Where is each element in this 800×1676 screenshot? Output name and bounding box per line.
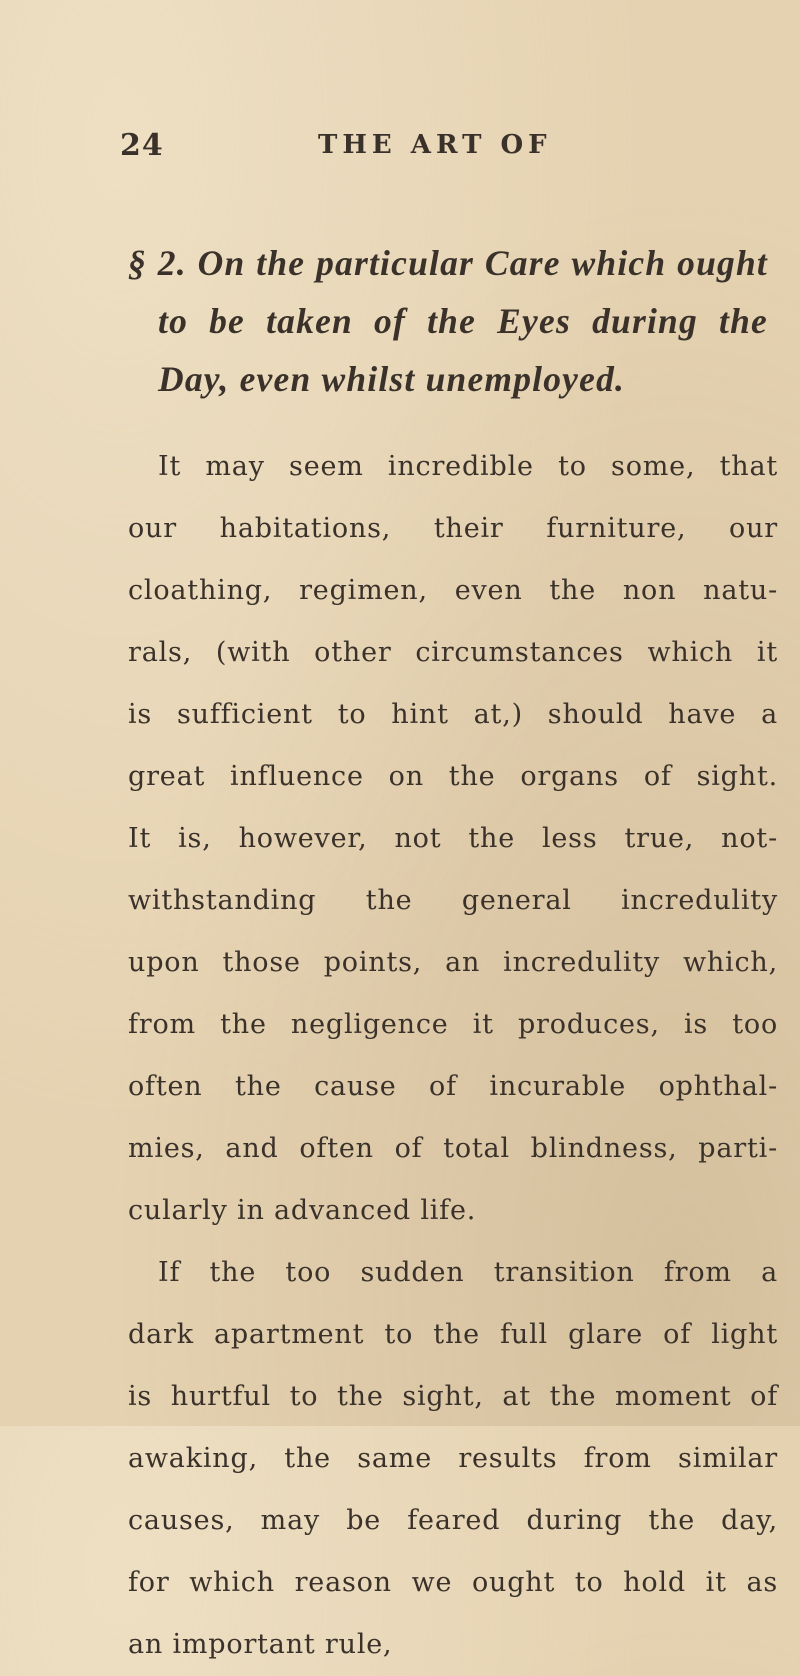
- text-line: an important rule,: [128, 1629, 393, 1660]
- text-line: dark apartment to the full glare of light: [128, 1319, 778, 1350]
- text-line: is sufficient to hint at,) should have a: [128, 699, 778, 730]
- text-line: is hurtful to the sight, at the moment of: [128, 1381, 778, 1412]
- text-line: upon those points, an incredulity which,: [128, 947, 778, 978]
- running-head: [120, 128, 760, 168]
- text-line: withstanding the general incredulity: [128, 885, 778, 916]
- running-title: THE ART OF: [318, 130, 552, 160]
- text-line: causes, may be feared during the day,: [128, 1505, 778, 1536]
- body-text: [128, 436, 778, 1676]
- text-line: awaking, the same results from similar: [128, 1443, 778, 1474]
- text-line: our habitations, their furniture, our: [128, 513, 778, 544]
- heading-line: to be taken of the Eyes during the: [158, 301, 768, 341]
- text-line: for which reason we ought to hold it as: [128, 1567, 778, 1598]
- text-line: It may seem incredible to some, that: [158, 451, 778, 482]
- heading-line: Day, even whilst unemployed.: [158, 359, 626, 399]
- text-line: If the too sudden transition from a: [158, 1257, 778, 1288]
- page-number: 24: [120, 128, 164, 163]
- text-line: from the negligence it produces, is too: [128, 1009, 778, 1040]
- text-line: rals, (with other circumstances which it: [128, 637, 778, 668]
- section-heading: [128, 234, 768, 408]
- text-line: often the cause of incurable ophthal-: [128, 1071, 778, 1102]
- text-line: cloathing, regimen, even the non natu-: [128, 575, 778, 606]
- heading-line: § 2. On the particular Care which ought: [128, 243, 768, 283]
- text-line: mies, and often of total blindness, parti-: [128, 1133, 778, 1164]
- text-line: cularly in advanced life.: [128, 1195, 477, 1226]
- text-line: great influence on the organs of sight.: [128, 761, 778, 792]
- text-line: It is, however, not the less true, not-: [128, 823, 778, 854]
